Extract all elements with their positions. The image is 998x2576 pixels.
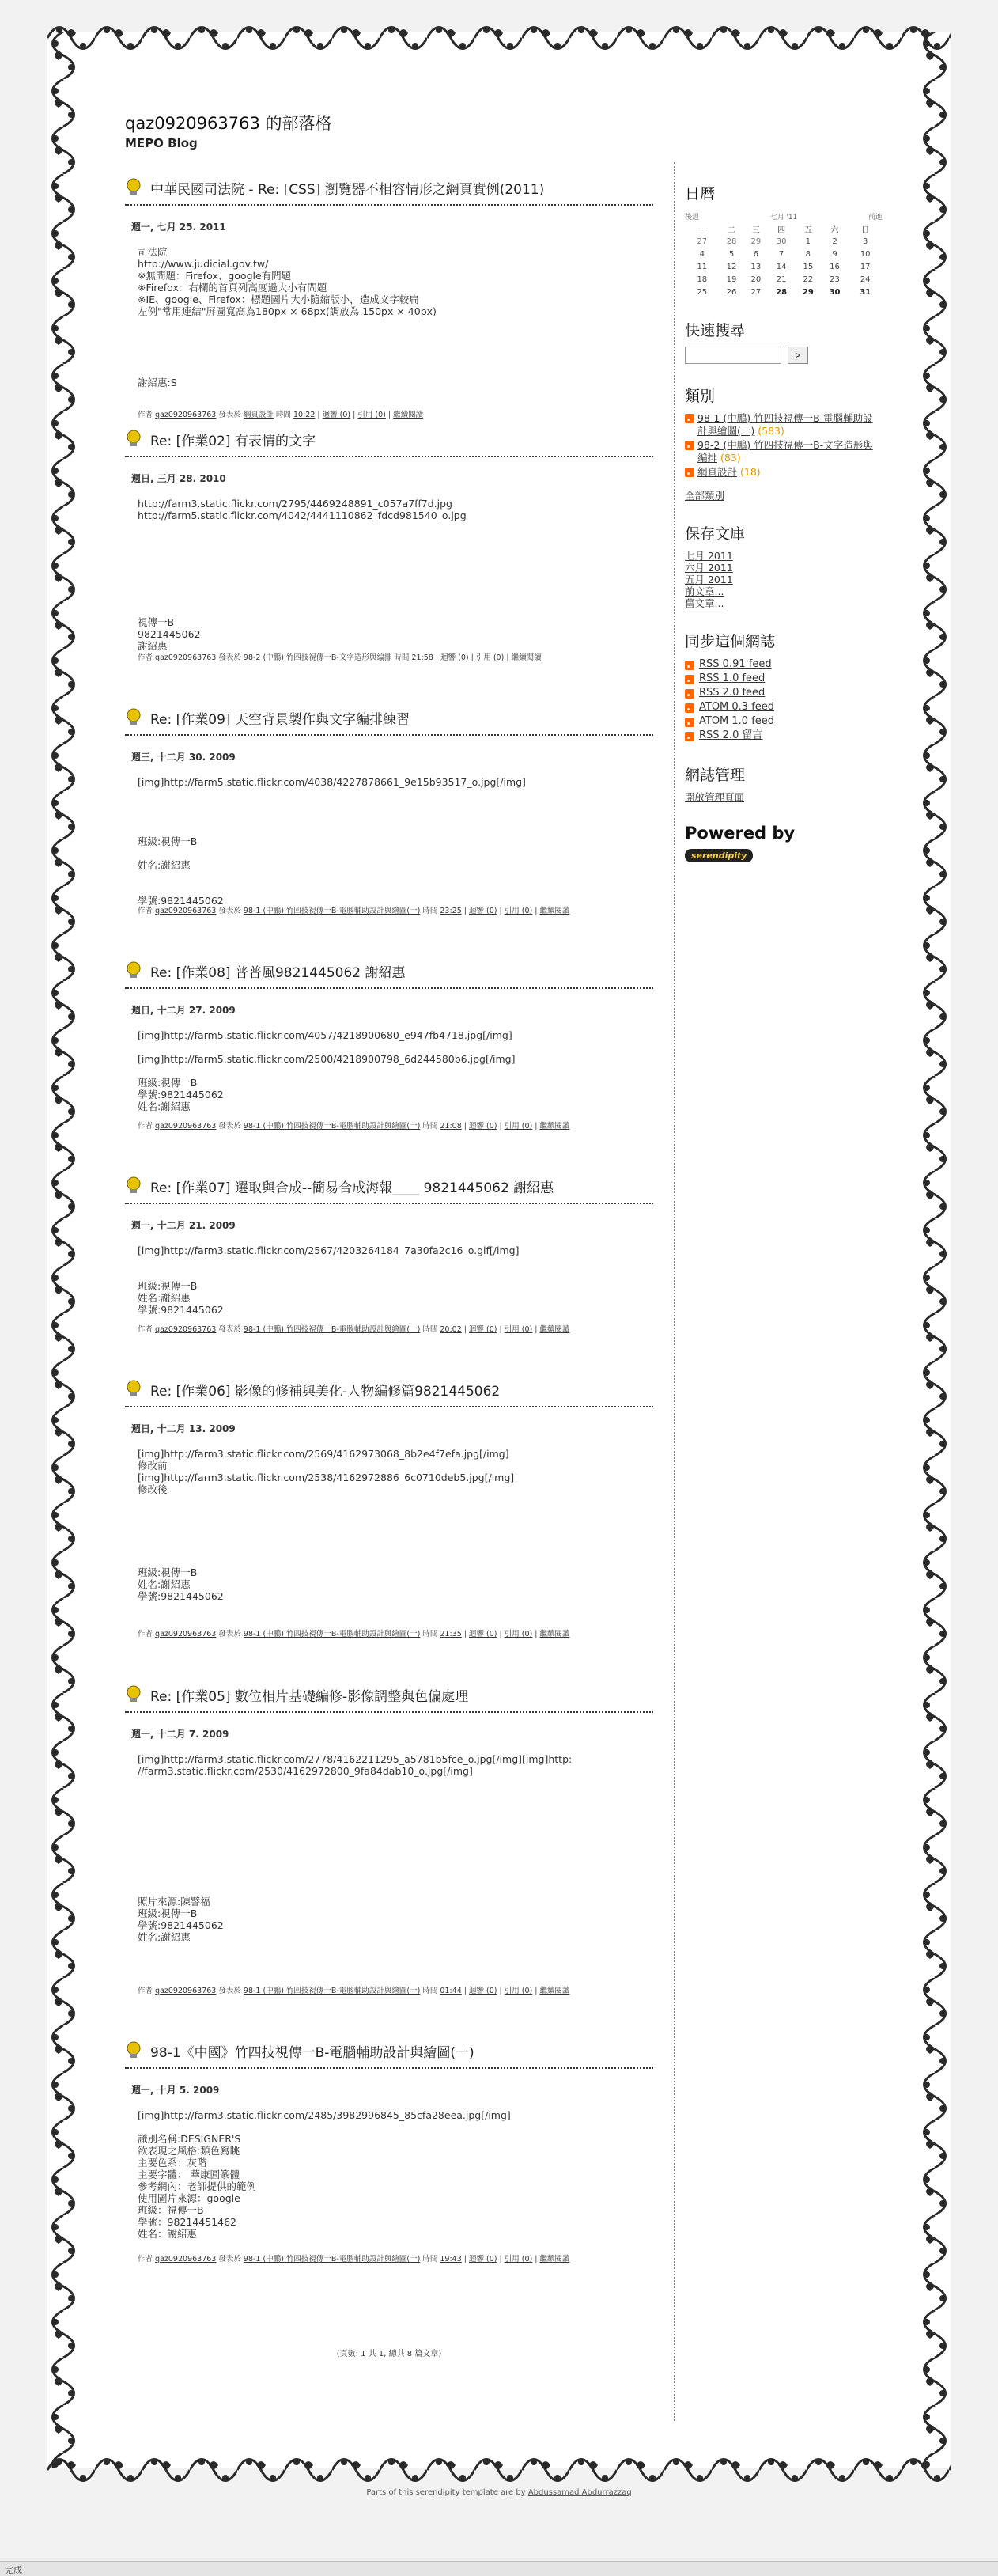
- weekday-label: 五: [803, 225, 812, 235]
- calendar-day: 22: [803, 275, 814, 284]
- weekday-label: 一: [697, 225, 706, 235]
- entry-footer: 作者 qaz0920963763 發表於 98-2 (中鵬) 竹四技視傳一B-文字造形與編排 時間 21:58 | 迴響 (0) | 引用 (0) | 繼續閱讀: [138, 653, 542, 662]
- feed-item[interactable]: [685, 672, 883, 686]
- entry-title-link[interactable]: Re: [作業05] 數位相片基礎編修-影像調整與色偏處理: [150, 1688, 469, 1705]
- feed-item[interactable]: [685, 714, 883, 729]
- read-more-link[interactable]: 繼續閱讀: [539, 2255, 570, 2263]
- powered-heading: Powered by: [685, 824, 796, 843]
- entry-body: [img]http://farm3.static.flickr.com/2567/4203264184_7a30fa2c16_o.gif[/img] 班級:視傳一B 姓名:謝紹惠 學號:9821445062: [138, 1244, 520, 1316]
- entry-title-bar: [125, 1376, 653, 1407]
- entry-footer: 作者 qaz0920963763 發表於 98-1 (中鵬) 竹四技視傳一B-電腦輔助設計與繪圖(一) 時間 21:08 | 迴響 (0) | 引用 (0) | 繼續閱讀: [138, 1122, 570, 1131]
- ornament-right-border: [919, 32, 951, 2468]
- author-link[interactable]: qaz0920963763: [155, 907, 217, 915]
- calendar-day: 4: [699, 249, 705, 259]
- pagination-info: (頁數: 1 共 1, 總共 8 篇文章): [336, 2350, 442, 2358]
- column-divider: [674, 162, 675, 2421]
- entry-footer: 作者 qaz0920963763 發表於 98-1 (中鵬) 竹四技視傳一B-電腦輔助設計與繪圖(一) 時間 21:35 | 迴響 (0) | 引用 (0) | 繼續閱讀: [138, 1630, 570, 1638]
- calendar-block: [685, 182, 883, 298]
- entry-title-bar: [125, 174, 653, 206]
- entry: [125, 957, 653, 1172]
- comments-link[interactable]: 迴響 (0): [469, 1630, 497, 1638]
- calendar-day: 6: [753, 249, 759, 259]
- entry-title-link[interactable]: Re: [作業02] 有表情的文字: [150, 433, 316, 449]
- rss-icon[interactable]: [685, 468, 694, 477]
- read-more-link[interactable]: 繼續閱讀: [539, 1987, 570, 1995]
- calendar-day-link[interactable]: 29: [802, 287, 814, 297]
- author-link[interactable]: qaz0920963763: [155, 1325, 217, 1334]
- read-more-link[interactable]: 繼續閱讀: [539, 1630, 570, 1638]
- feed-link[interactable]: ATOM 1.0 feed: [699, 715, 775, 727]
- entry-date: 週一, 十月 5. 2009: [131, 2085, 220, 2096]
- trackbacks-link[interactable]: 引用 (0): [357, 411, 386, 419]
- blog-header: [125, 111, 599, 150]
- calendar-day: 27: [697, 237, 708, 246]
- lightbulb-icon: [125, 1176, 142, 1195]
- lightbulb-icon: [125, 961, 142, 980]
- author-link[interactable]: qaz0920963763: [155, 653, 217, 662]
- powered-block: [685, 824, 883, 862]
- archive-link[interactable]: 五月 2011: [685, 574, 733, 585]
- status-text: 完成: [5, 2565, 22, 2575]
- lightbulb-icon: [125, 1380, 142, 1399]
- category-link[interactable]: 98-1 (中鵬) 竹四技視傳一B-電腦輔助設計與繪圖(一): [243, 1325, 421, 1334]
- category-item[interactable]: [685, 439, 883, 464]
- entry-footer: 作者 qaz0920963763 發表於 98-1 (中鵬) 竹四技視傳一B-電腦輔助設計與繪圖(一) 時間 19:43 | 迴響 (0) | 引用 (0) | 繼續閱讀: [138, 2255, 570, 2263]
- trackbacks-link[interactable]: 引用 (0): [504, 2255, 533, 2263]
- blog-title[interactable]: qaz0920963763 的部落格: [125, 114, 332, 133]
- feed-link[interactable]: ATOM 0.3 feed: [699, 701, 775, 713]
- calendar-next-link[interactable]: 前進: [868, 213, 883, 222]
- read-more-link[interactable]: 繼續閱讀: [539, 907, 570, 915]
- weekday-label: 日: [861, 225, 870, 235]
- author-link[interactable]: qaz0920963763: [155, 1987, 217, 1995]
- trackbacks-link[interactable]: 引用 (0): [504, 1122, 533, 1131]
- entry-footer: 作者 qaz0920963763 發表於 98-1 (中鵬) 竹四技視傳一B-電腦輔助設計與繪圖(一) 時間 23:25 | 迴響 (0) | 引用 (0) | 繼續閱讀: [138, 907, 570, 915]
- entry: [125, 426, 653, 704]
- calendar-day: 26: [726, 287, 737, 297]
- calendar-day: 11: [697, 262, 708, 271]
- entry-title-bar: [125, 704, 653, 736]
- feed-link[interactable]: RSS 2.0 feed: [699, 687, 766, 699]
- archives-heading: 保存文庫: [685, 525, 746, 543]
- calendar-prev-link[interactable]: 後退: [685, 213, 700, 222]
- entry-title-link[interactable]: Re: [作業06] 影像的修補與美化-人物編修篇9821445062: [150, 1383, 501, 1400]
- calendar-table: [685, 210, 883, 298]
- entries-column: [125, 174, 653, 2275]
- calendar-day: 16: [830, 262, 840, 271]
- calendar-day: 28: [726, 237, 737, 246]
- archive-link[interactable]: 前文章...: [685, 585, 724, 597]
- admin-block: [685, 763, 883, 803]
- entry-title-bar: [125, 957, 653, 989]
- entry-title-link[interactable]: Re: [作業08] 普普風9821445062 謝紹惠: [150, 964, 406, 981]
- feed-link[interactable]: RSS 2.0 留言: [699, 729, 763, 741]
- rss-icon[interactable]: [685, 441, 694, 450]
- feed-item[interactable]: [685, 700, 883, 714]
- time-link[interactable]: 21:35: [440, 1630, 462, 1638]
- calendar-day: 15: [803, 262, 814, 271]
- calendar-day: 24: [860, 275, 871, 284]
- entry-title-link[interactable]: Re: [作業07] 選取與合成--簡易合成海報____ 9821445062 謝紹惠: [150, 1180, 554, 1196]
- entry-date: 週日, 三月 28. 2010: [131, 473, 226, 484]
- archive-link[interactable]: 舊文章...: [685, 597, 724, 609]
- calendar-day: 27: [750, 287, 762, 297]
- serendipity-logo[interactable]: serendipity: [685, 849, 753, 862]
- calendar-day: 9: [832, 249, 837, 259]
- category-link[interactable]: 98-1 (中鵬) 竹四技視傳一B-電腦輔助設計與繪圖(一): [243, 907, 421, 915]
- lightbulb-icon: [125, 708, 142, 727]
- entry-body: [img]http://farm3.static.flickr.com/2485/3982996845_85cfa28eea.jpg[/img] 識別名稱:DESIGNER'S 欲表現之風格:類色寫眺 主要色系：灰階 主要字體： 華康圓篆體 參考網內：老師提供的範例 使用圖片來源：google 班級：視傳一B 學號：98214451462 姓名：謝紹惠: [138, 2109, 511, 2240]
- comments-link[interactable]: 迴響 (0): [469, 907, 497, 915]
- entry: [125, 1681, 653, 2037]
- entry-title-link[interactable]: Re: [作業09] 天空背景製作與文字編排練習: [150, 711, 410, 728]
- weekday-label: 二: [728, 225, 736, 235]
- category-link[interactable]: 98-1 (中鵬) 竹四技視傳一B-電腦輔助設計與繪圖(一): [243, 1630, 421, 1638]
- feed-item[interactable]: [685, 686, 883, 700]
- entry-title-bar: [125, 426, 653, 457]
- entry-body: http://farm3.static.flickr.com/2795/4469248891_c057a7ff7d.jpg http://farm5.static.flickr.com/4042/4441110862_fdcd981540_o.jpg 視傳一B 9821445062 謝紹惠: [138, 498, 467, 652]
- weekday-label: 四: [777, 225, 786, 235]
- category-item[interactable]: [685, 412, 883, 438]
- entry: [125, 1172, 653, 1376]
- category-count: (18): [740, 466, 761, 478]
- category-link[interactable]: 網頁設計: [243, 411, 274, 419]
- time-link[interactable]: 01:44: [440, 1987, 462, 1995]
- categories-block: [685, 385, 883, 502]
- entry-body: [img]http://farm3.static.flickr.com/2569/4162973068_8b2e4f7efa.jpg[/img] 修改前 [img]http://farm3.static.flickr.com/2538/4162972886_6c0710deb5.jpg[/img] 修改後 班級:視傳一B 姓名:謝紹惠 學號:9821445062: [138, 1448, 515, 1602]
- search-row: [685, 347, 883, 364]
- calendar-month: 七月 '11: [769, 213, 798, 222]
- category-count: (583): [758, 425, 784, 437]
- archives-block: [685, 522, 883, 609]
- entry: [125, 1376, 653, 1681]
- entry-footer: 作者 qaz0920963763 發表於 98-1 (中鵬) 竹四技視傳一B-電腦輔助設計與繪圖(一) 時間 20:02 | 迴響 (0) | 引用 (0) | 繼續閱讀: [138, 1325, 570, 1334]
- time-link[interactable]: 23:25: [440, 907, 462, 915]
- read-more-link[interactable]: 繼續閱讀: [393, 411, 424, 419]
- lightbulb-icon: [125, 1685, 142, 1704]
- entry-footer: 作者 qaz0920963763 發表於 網頁設計 時間 10:22 | 迴響 (0) | 引用 (0) | 繼續閱讀: [138, 411, 424, 419]
- entry-title-link[interactable]: 中華民國司法院 - Re: [CSS] 瀏覽器不相容情形之網頁實例(2011): [150, 181, 545, 198]
- ornament-bottom-border: [47, 2454, 951, 2486]
- category-link[interactable]: 98-1 (中鵬) 竹四技視傳一B-電腦輔助設計與繪圖(一): [243, 2255, 421, 2263]
- calendar-day-link[interactable]: 30: [829, 287, 841, 297]
- author-link[interactable]: qaz0920963763: [155, 2255, 217, 2263]
- entry: [125, 2037, 653, 2275]
- entry-date: 週一, 七月 25. 2011: [131, 222, 226, 233]
- category-link[interactable]: 98-1 (中鵬) 竹四技視傳一B-電腦輔助設計與繪圖(一): [697, 412, 873, 437]
- calendar-day: 13: [750, 262, 762, 271]
- time-link[interactable]: 21:08: [440, 1122, 462, 1131]
- admin-heading: 網誌管理: [685, 767, 746, 784]
- calendar-day: 17: [860, 262, 871, 271]
- calendar-day: 8: [805, 249, 811, 259]
- read-more-link[interactable]: 繼續閱讀: [511, 653, 542, 662]
- comments-link[interactable]: 迴響 (0): [469, 1325, 497, 1334]
- trackbacks-link[interactable]: 引用 (0): [504, 1987, 533, 1995]
- entry-body: [img]http://farm5.static.flickr.com/4057/4218900680_e947fb4718.jpg[/img] [img]http://farm5.static.flickr.com/2500/4218900798_6d244580b6.jpg[/img] 班級:視傳一B 學號:9821445062 姓名:謝紹惠: [138, 1029, 516, 1112]
- category-link[interactable]: 98-2 (中鵬) 竹四技視傳一B-文字造形與編排: [697, 439, 873, 464]
- category-item[interactable]: [685, 466, 883, 479]
- lightbulb-icon: [125, 2041, 142, 2060]
- category-link[interactable]: 98-2 (中鵬) 竹四技視傳一B-文字造形與編排: [243, 653, 392, 662]
- lightbulb-icon: [125, 178, 142, 197]
- search-heading: 快速搜尋: [685, 322, 746, 339]
- calendar-day: 1: [805, 237, 811, 246]
- rss-icon: [685, 689, 694, 699]
- sidebar: [685, 182, 883, 883]
- entry-date: 週三, 十二月 30. 2009: [131, 752, 236, 763]
- credit-author-link[interactable]: Abdussamad Abdurrazzaq: [527, 2488, 632, 2497]
- search-input[interactable]: [685, 347, 781, 364]
- syndicate-heading: 同步這個網誌: [685, 633, 776, 650]
- trackbacks-link[interactable]: 引用 (0): [504, 1325, 533, 1334]
- calendar-day-link[interactable]: 31: [860, 287, 871, 297]
- feed-item[interactable]: [685, 657, 883, 672]
- entry-title-bar: [125, 2037, 653, 2069]
- search-block: [685, 319, 883, 364]
- all-categories-link[interactable]: 全部類別: [685, 490, 725, 502]
- author-link[interactable]: qaz0920963763: [155, 1630, 217, 1638]
- author-link[interactable]: qaz0920963763: [155, 1122, 217, 1131]
- calendar-day: 30: [776, 237, 787, 246]
- comments-link[interactable]: 迴響 (0): [469, 2255, 497, 2263]
- calendar-day: 3: [863, 237, 868, 246]
- entry-title-bar: [125, 1681, 653, 1713]
- browser-status-bar: [0, 2561, 998, 2576]
- calendar-day: 19: [726, 275, 737, 284]
- feed-link[interactable]: RSS 0.91 feed: [699, 658, 772, 670]
- search-button[interactable]: >: [788, 347, 808, 364]
- feed-item[interactable]: [685, 729, 883, 743]
- entry-body: [img]http://farm3.static.flickr.com/2778/4162211295_a5781b5fce_o.jpg[/img][img]http: //farm3.static.flickr.com/2530/4162972800_9fa84dab10_o.jpg[/img] 照片來源:陳譬福 班級:視傳一B 學號:9821445062 姓名:謝紹惠: [138, 1753, 573, 1943]
- comments-link[interactable]: 迴響 (0): [469, 1122, 497, 1131]
- calendar-day: 18: [697, 275, 708, 284]
- admin-link[interactable]: 開啟管理頁面: [685, 791, 745, 803]
- categories-heading: 類別: [685, 388, 716, 405]
- template-credit: Parts of this serendipity template are by Abdussamad Abdurrazzaq: [366, 2488, 632, 2497]
- entry-body: 司法院 http://www.judicial.gov.tw/ ※無問題：Firefox、google有問題 ※Firefox：右欄的首頁列高度過大小有問題 ※IE、google、Firefox：標題圖片大小隨縮版小，造成文字較扁 左例"常用連結"屏圖寬高為180px × 68px(調放為 150px × 40px) 謝紹惠:S: [138, 246, 437, 388]
- calendar-day: 20: [750, 275, 762, 284]
- syndicate-block: [685, 630, 883, 743]
- ornament-left-border: [47, 32, 79, 2468]
- rss-icon: [685, 661, 694, 670]
- calendar-day: 10: [860, 249, 871, 259]
- entry-title-bar: [125, 1172, 653, 1204]
- entry-date: 週一, 十二月 21. 2009: [131, 1220, 236, 1231]
- calendar-day: 21: [776, 275, 787, 284]
- read-more-link[interactable]: 繼續閱讀: [539, 1325, 570, 1334]
- calendar-day: 29: [750, 237, 762, 246]
- comments-link[interactable]: 迴響 (0): [440, 653, 469, 662]
- calendar-day: 7: [778, 249, 784, 259]
- comments-link[interactable]: 迴響 (0): [469, 1987, 497, 1995]
- calendar-day: 23: [830, 275, 840, 284]
- category-link[interactable]: 98-1 (中鵬) 竹四技視傳一B-電腦輔助設計與繪圖(一): [243, 1987, 421, 1995]
- weekday-label: 三: [751, 225, 760, 235]
- entry-date: 週日, 十二月 13. 2009: [131, 1423, 236, 1434]
- author-link[interactable]: qaz0920963763: [155, 411, 217, 419]
- calendar-day: 2: [832, 237, 837, 246]
- calendar-day: 25: [697, 287, 708, 297]
- rss-icon: [685, 675, 694, 684]
- blog-subtitle: MEPO Blog: [125, 136, 198, 150]
- time-link[interactable]: 10:22: [293, 411, 316, 419]
- rss-icon: [685, 732, 694, 741]
- entry-date: 週日, 十二月 27. 2009: [131, 1005, 236, 1016]
- entry-date: 週一, 十二月 7. 2009: [131, 1729, 229, 1740]
- calendar-day: 5: [728, 249, 735, 259]
- category-link[interactable]: 網頁設計: [697, 466, 738, 478]
- ornament-top-border: [47, 22, 951, 54]
- lightbulb-icon: [125, 430, 142, 449]
- time-link[interactable]: 19:43: [440, 2255, 462, 2263]
- category-count: (83): [720, 452, 741, 464]
- trackbacks-link[interactable]: 引用 (0): [504, 907, 533, 915]
- entry-body: [img]http://farm5.static.flickr.com/4038/4227878661_9e15b93517_o.jpg[/img] 班級:視傳一B 姓名:謝紹惠 學號:9821445062: [138, 776, 526, 907]
- weekday-label: 六: [830, 225, 839, 235]
- category-link[interactable]: 98-1 (中鵬) 竹四技視傳一B-電腦輔助設計與繪圖(一): [243, 1122, 421, 1131]
- entry-title-link[interactable]: 98-1《中國》竹四技視傳一B-電腦輔助設計與繪圖(一): [150, 2044, 474, 2061]
- rss-icon: [685, 718, 694, 727]
- entry: [125, 174, 653, 426]
- archive-link[interactable]: 七月 2011: [685, 550, 733, 562]
- entry-footer: 作者 qaz0920963763 發表於 98-1 (中鵬) 竹四技視傳一B-電腦輔助設計與繪圖(一) 時間 01:44 | 迴響 (0) | 引用 (0) | 繼續閱讀: [138, 1987, 570, 1995]
- feed-link[interactable]: RSS 1.0 feed: [699, 672, 766, 684]
- trackbacks-link[interactable]: 引用 (0): [504, 1630, 533, 1638]
- entry: [125, 704, 653, 957]
- rss-icon: [685, 703, 694, 713]
- calendar-day: 14: [776, 262, 787, 271]
- time-link[interactable]: 21:58: [411, 653, 433, 662]
- comments-link[interactable]: 迴響 (0): [322, 411, 351, 419]
- calendar-heading: 日曆: [685, 185, 716, 203]
- rss-icon[interactable]: [685, 414, 694, 423]
- calendar-day-link[interactable]: 28: [776, 287, 788, 297]
- read-more-link[interactable]: 繼續閱讀: [539, 1122, 570, 1131]
- archive-link[interactable]: 六月 2011: [685, 562, 733, 574]
- calendar-day: 12: [726, 262, 737, 271]
- time-link[interactable]: 20:02: [440, 1325, 462, 1334]
- trackbacks-link[interactable]: 引用 (0): [475, 653, 505, 662]
